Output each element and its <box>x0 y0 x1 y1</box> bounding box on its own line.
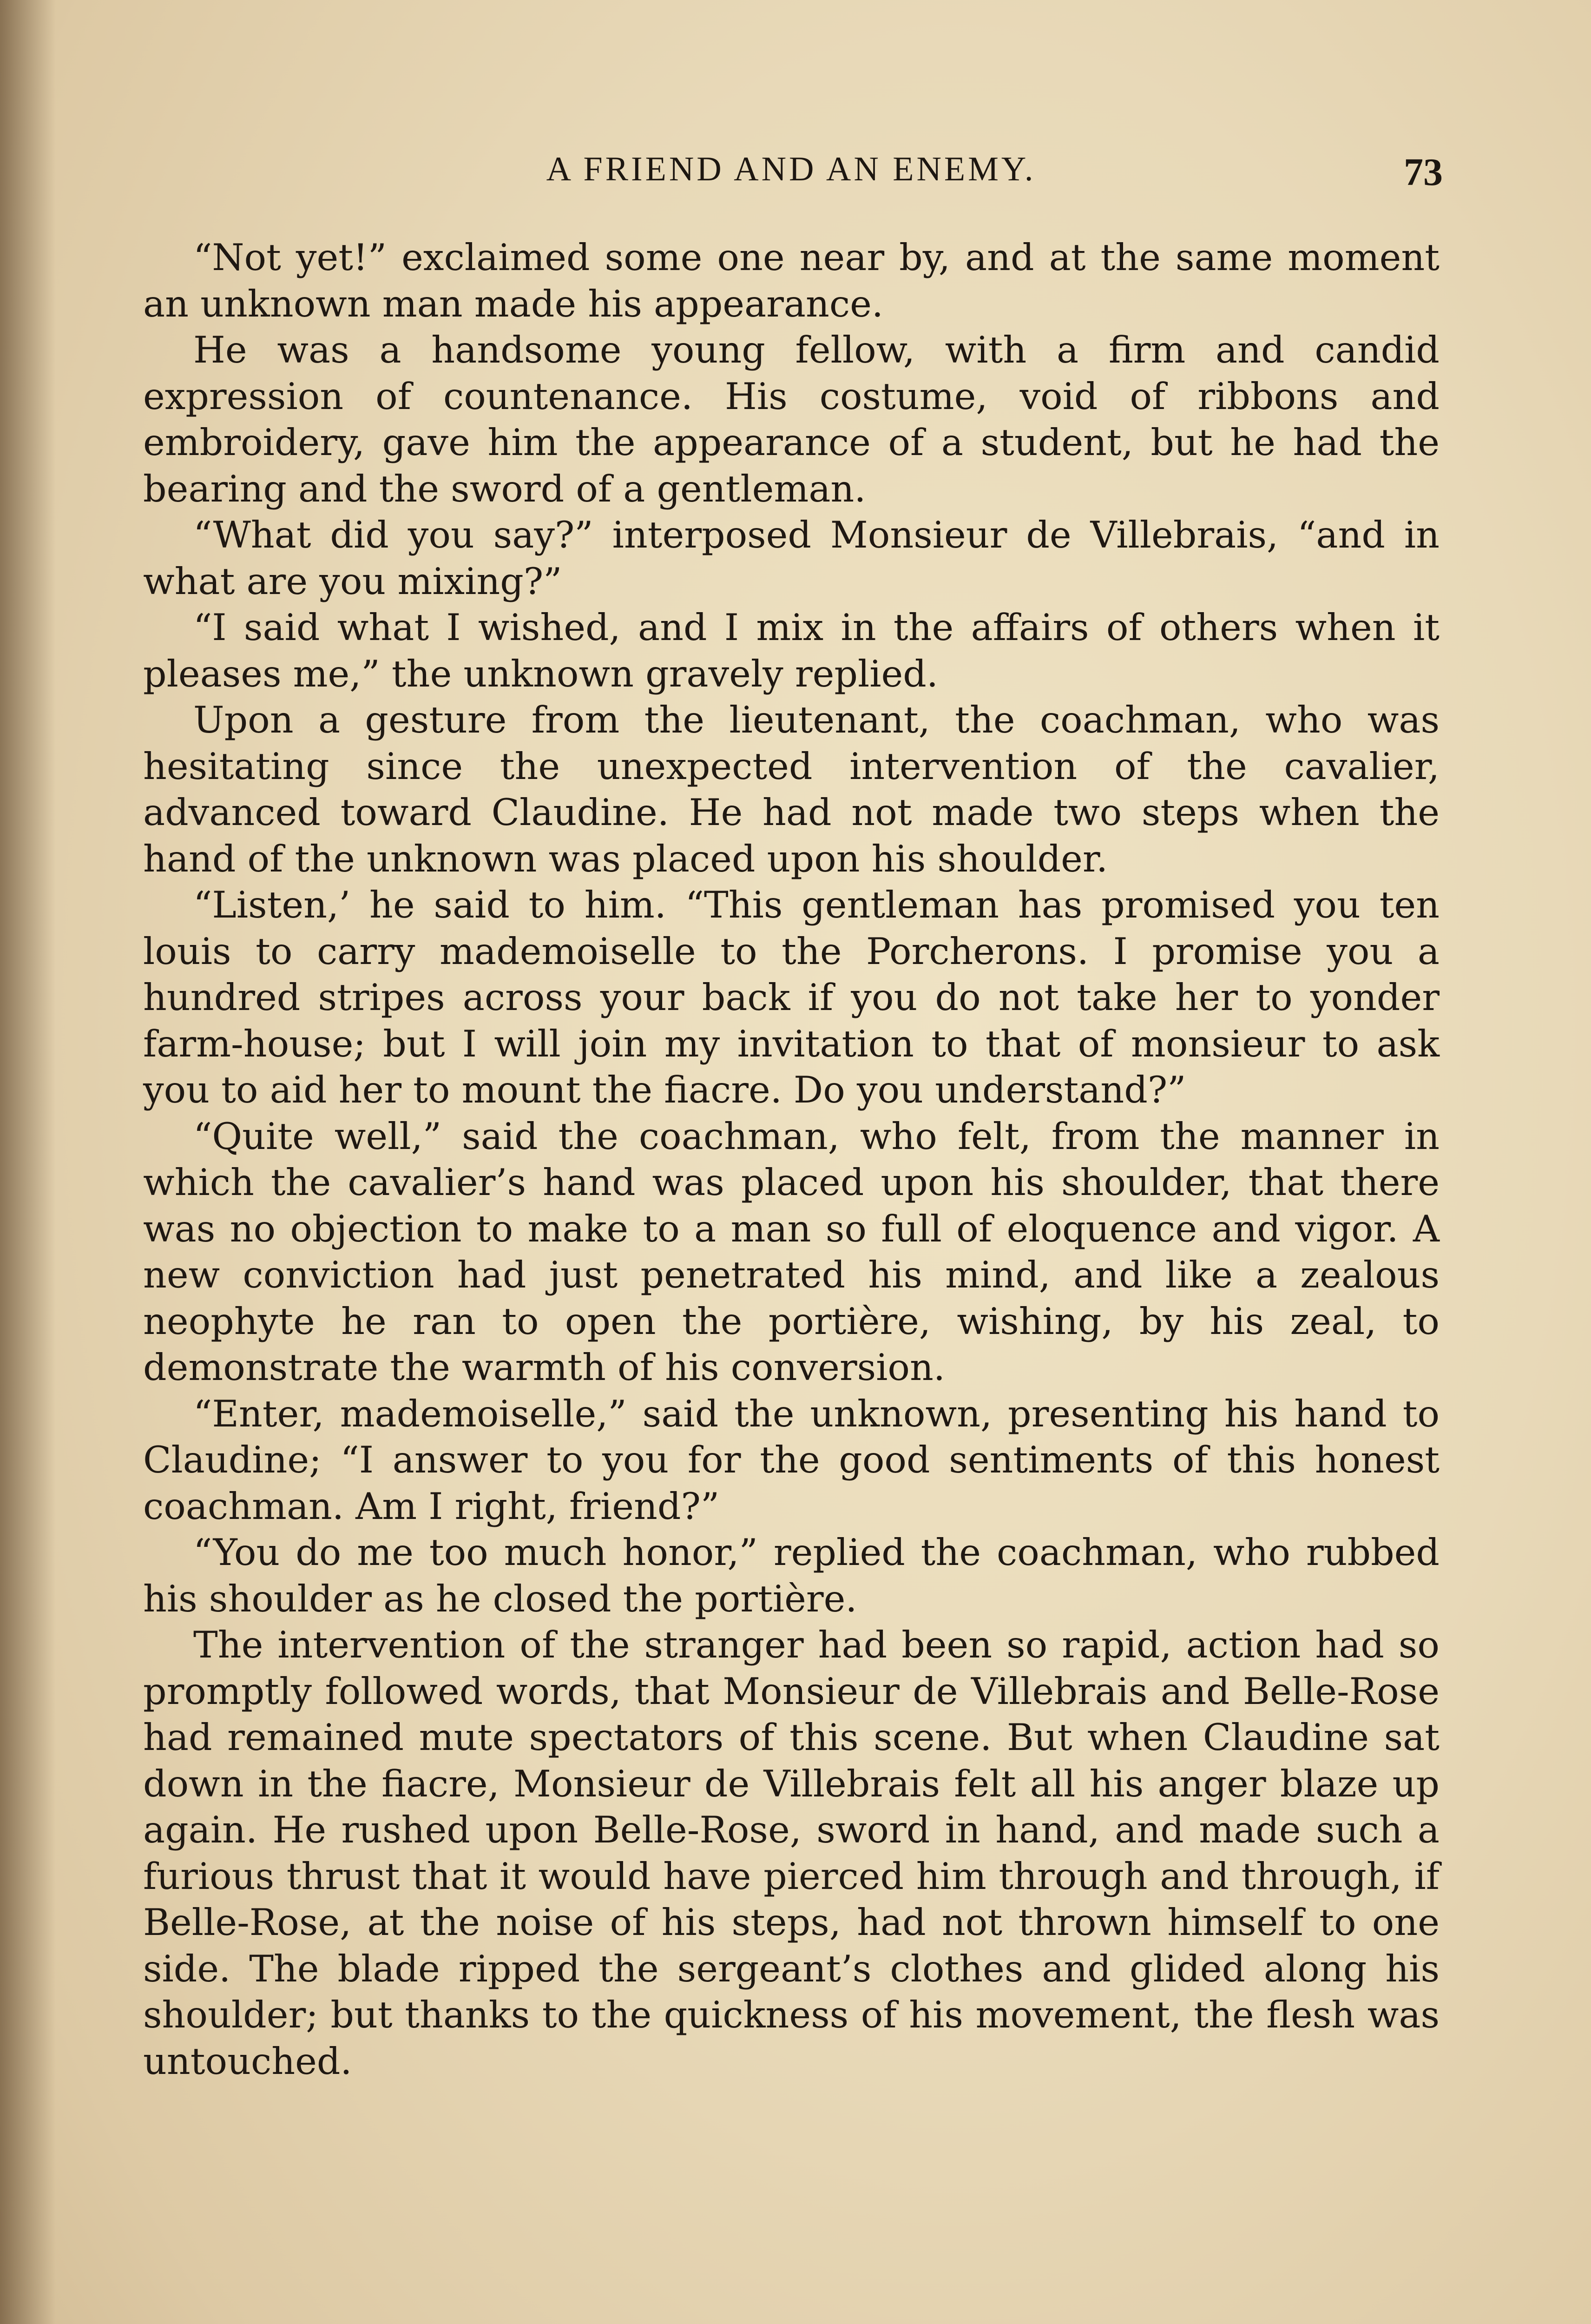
paragraph: “Not yet!” exclaimed some one near by, and at the same moment an unknown man made his appearance. <box>143 236 1440 325</box>
page-gutter-shadow <box>0 0 56 2324</box>
page-header <box>139 150 1443 201</box>
paragraph: Upon a gesture from the lieutenant, the coachman, who was hesitating since the unexpected intervention of the cavalier, advanced toward Claudine. He had not made two steps when the hand of the unknown was placed upon his shoulder. <box>143 699 1440 880</box>
page-number: 73 <box>1404 151 1443 194</box>
running-title: A FRIEND AND AN ENEMY. <box>546 150 1036 188</box>
paragraph: “Quite well,” said the coachman, who felt, from the manner in which the cavalier’s hand was placed upon his shoulder, that there was no objection to make to a man so full of eloquence and vigor. A new conviction had just penetrated his mind, and like a zealous neophyte he ran to open the portière, wishing, by his zeal, to demonstrate the warmth of his conversion. <box>143 1115 1440 1389</box>
paragraph: “I said what I wished, and I mix in the affairs of others when it pleases me,” the unknown gravely replied. <box>143 606 1440 695</box>
paragraph: “Enter, mademoiselle,” said the unknown, presenting his hand to Claudine; “I answer to you for the good sentiments of this honest coachman. Am I right, friend?” <box>143 1392 1440 1528</box>
body-text <box>143 235 1440 2085</box>
paragraph: He was a handsome young fellow, with a firm and candid expression of countenance. His costume, void of ribbons and embroidery, gave him the appearance of a student, but he had the bearing and the sword of a gentleman. <box>143 329 1440 510</box>
paragraph: The intervention of the stranger had been so rapid, action had so promptly followed words, that Monsieur de Villebrais and Belle-Rose had remained mute spectators of this scene. But when Claudine sat down in the fiacre, Monsieur de Villebrais felt all his anger blaze up again. He rushed upon Belle-Rose, sword in hand, and made such a furious thrust that it would have pierced him through and through, if Belle-Rose, at the noise of his steps, had not thrown himself to one side. The blade ripped the sergeant’s clothes and glided along his shoulder; but thanks to the quickness of his movement, the flesh was untouched. <box>143 1624 1440 2083</box>
paragraph: “Listen,’ he said to him. “This gentleman has promised you ten louis to carry mademoiselle to the Porcherons. I promise you a hundred stripes across your back if you do not take her to yonder farm-house; but I will join my invitation to that of monsieur to ask you to aid her to mount the fiacre. Do you understand?” <box>143 884 1440 1111</box>
paragraph: “What did you say?” interposed Monsieur de Villebrais, “and in what are you mixing?” <box>143 514 1440 603</box>
paragraph: “You do me too much honor,” replied the coachman, who rubbed his shoulder as he closed the portière. <box>143 1531 1440 1620</box>
